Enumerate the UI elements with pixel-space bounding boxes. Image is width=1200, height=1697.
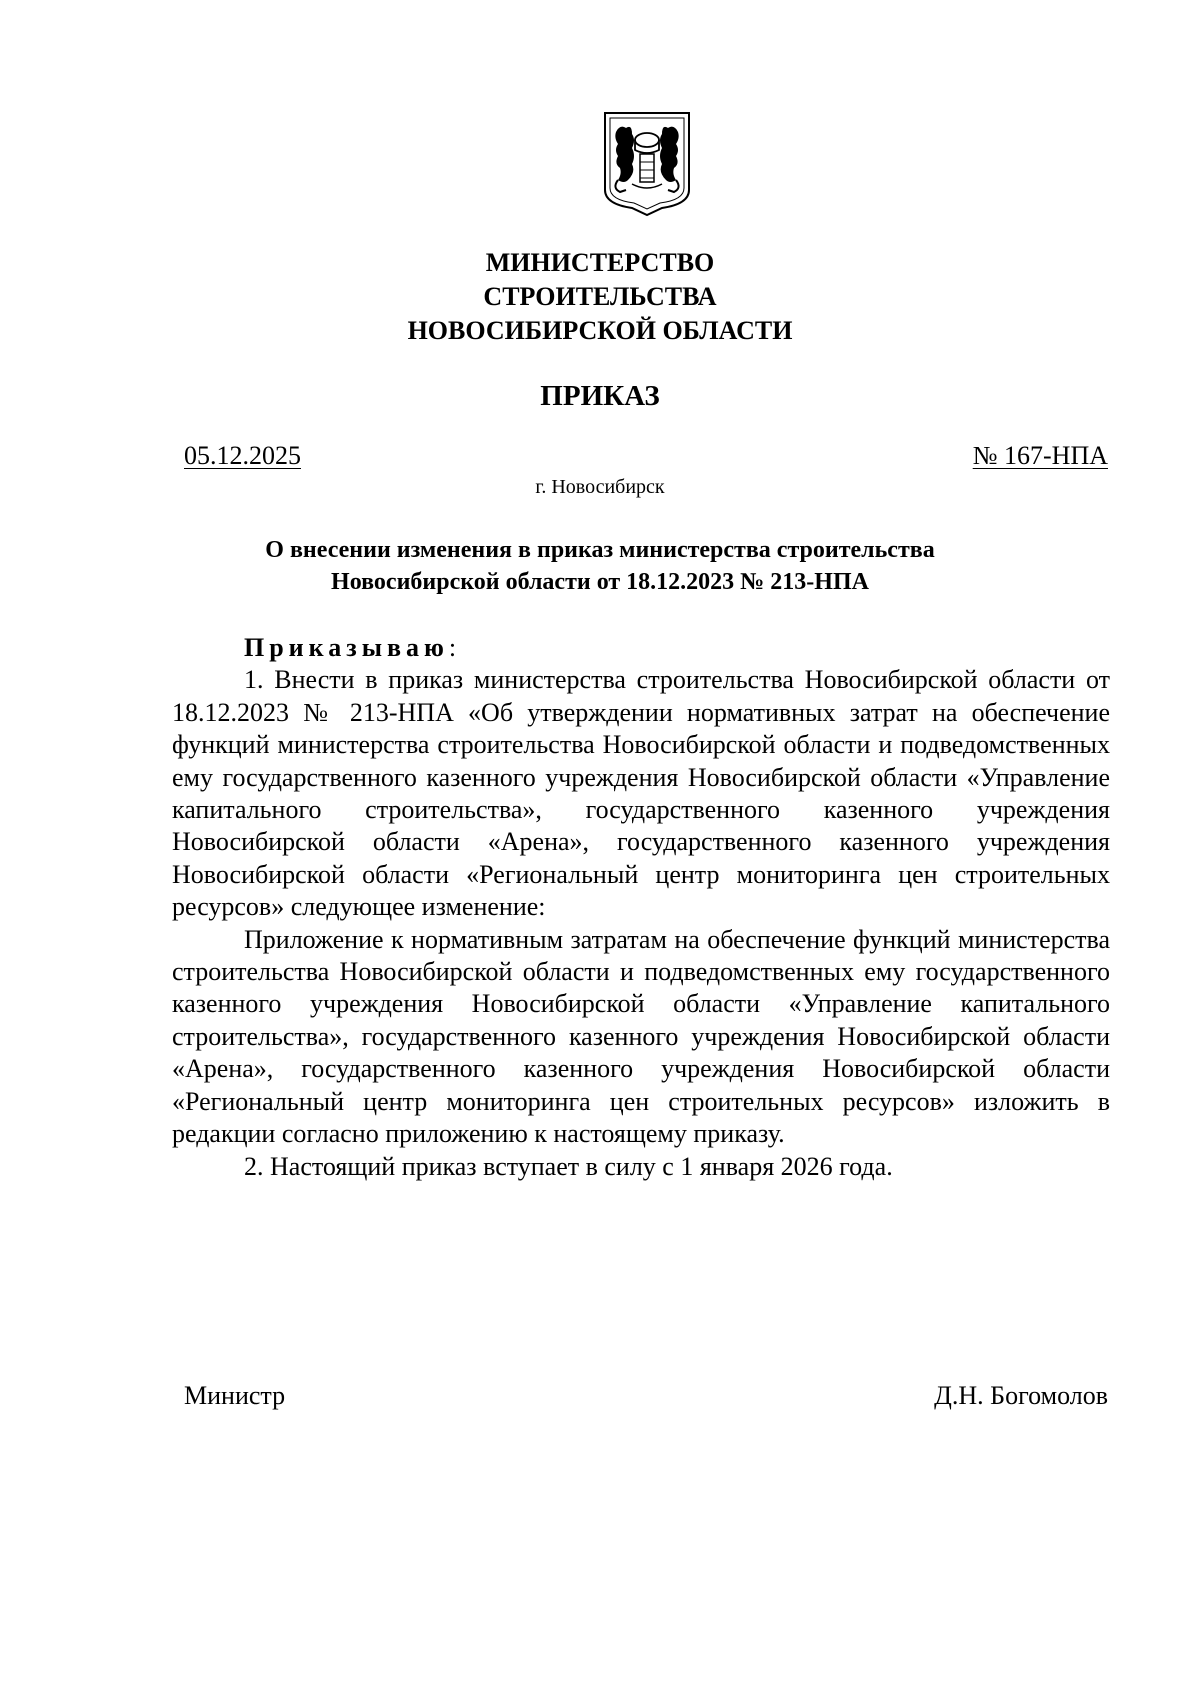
novosibirsk-coat-of-arms-icon <box>602 110 692 218</box>
document-date-value: 05.12.2025 <box>184 441 301 470</box>
document-city: г. Новосибирск <box>535 476 665 498</box>
order-directive <box>172 632 1110 664</box>
document-date <box>184 440 301 472</box>
body-paragraph-1: 1. Внести в приказ министерства строительства Новосибирской области от 18.12.2023 № 213-НПА «Об утверждении нормативных затрат на обеспечение функций министерства строительства Новосибирской области и подведомственных ему государственного казенного учреждения Новосибирской области «Управление капитального строительства», государственного казенного учреждения Новосибирской области «Арена», государственного казенного учреждения Новосибирской области «Региональный центр мониторинга цен строительных ресурсов» следующее изменение: <box>172 665 1110 922</box>
document-number <box>973 440 1108 472</box>
document-body <box>172 632 1110 1183</box>
signatory-name: Д.Н. Богомолов <box>934 1381 1108 1410</box>
order-directive-colon: : <box>448 633 457 662</box>
ministry-name <box>0 246 1200 348</box>
ministry-line-1: МИНИСТЕРСТВО <box>485 248 715 277</box>
ministry-line-3: НОВОСИБИРСКОЙ ОБЛАСТИ <box>407 316 793 345</box>
document-subject <box>0 534 1200 598</box>
body-paragraph-2: Приложение к нормативным затратам на обеспечение функций министерства строительства Новосибирской области и подведомственных ему государственного казенного учреждения Новосибирской области «Управление капитального строительства», государственного казенного учреждения Новосибирской области «Арена», государственного казенного учреждения Новосибирской области «Региональный центр мониторинга цен строительных ресурсов» изложить в редакции согласно приложению к настоящему приказу. <box>172 924 1110 1149</box>
signatory-title: Министр <box>184 1381 286 1410</box>
ministry-line-2: СТРОИТЕЛЬСТВА <box>483 282 717 311</box>
body-paragraph-3: 2. Настоящий приказ вступает в силу с 1 января 2026 года. <box>244 1151 893 1181</box>
document-type: ПРИКАЗ <box>540 380 660 412</box>
subject-line-2: Новосибирской области от 18.12.2023 № 213-НПА <box>331 569 869 595</box>
order-directive-word: Приказываю <box>244 633 449 662</box>
document-number-value: № 167-НПА <box>972 441 1108 470</box>
subject-line-1: О внесении изменения в приказ министерства строительства <box>265 537 935 563</box>
